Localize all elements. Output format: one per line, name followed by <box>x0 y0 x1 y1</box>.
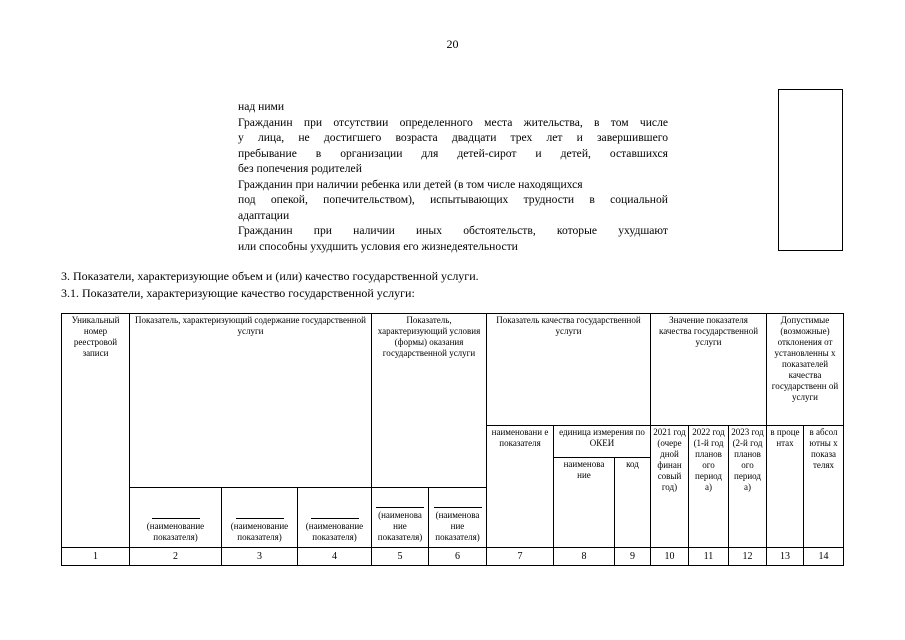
header-quality-indicator: Показатель качества государственной услуги <box>487 314 651 426</box>
subheader-content-2: (наименование показателя) <box>222 488 298 548</box>
header-absolute: в абсол ютны х показа телях <box>804 426 844 548</box>
header-year-2021: 2021 год (очере дной финан совый год) <box>651 426 689 548</box>
blank-line <box>434 507 482 508</box>
body-line: под опекой, попечительством), испытывающих трудности в социальной <box>238 193 668 206</box>
body-line: над ними <box>238 100 285 113</box>
subheader-content-3: (наименование показателя) <box>298 488 372 548</box>
blank-line <box>236 518 284 519</box>
body-line: или способны ухудшить условия его жизнедеятельности <box>238 239 518 253</box>
column-number: 10 <box>651 548 689 566</box>
page-number: 20 <box>446 37 459 51</box>
header-conditions-indicator: Показатель, характеризующий условия (формы) оказания государственной услуги <box>372 314 487 488</box>
header-unit-code: код <box>615 458 651 548</box>
subheader-content-1: (наименование показателя) <box>130 488 222 548</box>
body-line: пребывание в организации для детей-сирот и детей, оставшихся <box>238 146 668 160</box>
column-number: 12 <box>729 548 767 566</box>
column-number: 11 <box>689 548 729 566</box>
column-number: 1 <box>62 548 130 566</box>
column-number: 9 <box>615 548 651 566</box>
header-content-indicator: Показатель, характеризующий содержание государственной услуги <box>130 314 372 488</box>
body-line: Гражданин при отсутствии определенного места жительства, в том числе <box>238 115 668 129</box>
column-number: 8 <box>554 548 615 566</box>
body-line: Гражданин при наличии иных обстоятельств, которые ухудшают <box>238 224 668 237</box>
blank-line <box>376 507 424 508</box>
body-text <box>238 99 668 254</box>
header-unit-name: наименова ние <box>554 458 615 548</box>
subheader-condition-1: (наименова ние показателя) <box>372 488 429 548</box>
section-3-1-heading: 3.1. Показатели, характеризующие качество государственной услуги: <box>61 286 415 300</box>
blank-line <box>152 518 200 519</box>
quality-indicators-table <box>61 313 844 566</box>
header-percent: в проце нтах <box>767 426 804 548</box>
section-3-heading: 3. Показатели, характеризующие объем и (или) качество государственной услуги. <box>61 269 479 283</box>
column-number: 4 <box>298 548 372 566</box>
column-number: 13 <box>767 548 804 566</box>
column-number: 3 <box>222 548 298 566</box>
code-box <box>778 89 843 251</box>
header-indicator-value: Значение показателя качества государственной услуги <box>651 314 767 426</box>
column-number: 5 <box>372 548 429 566</box>
body-line: адаптации <box>238 208 290 222</box>
body-line: без попечения родителей <box>238 162 362 175</box>
header-year-2022: 2022 год (1-й год планов ого период а) <box>689 426 729 548</box>
column-number: 6 <box>429 548 487 566</box>
header-indicator-name: наименовани е показателя <box>487 426 554 548</box>
header-unit: единица измерения по ОКЕИ <box>554 426 651 458</box>
column-number: 14 <box>804 548 844 566</box>
column-number: 7 <box>487 548 554 566</box>
blank-line <box>311 518 359 519</box>
header-year-2023: 2023 год (2-й год планов ого период а) <box>729 426 767 548</box>
header-unique-number: Уникальный номер реестровой записи <box>62 314 130 548</box>
subheader-condition-2: (наименова ние показателя) <box>429 488 487 548</box>
header-allowed-deviation: Допустимые (возможные) отклонения от установленны х показателей качества государственн ой услуги <box>767 314 844 426</box>
body-line: у лица, не достигшего возраста двадцати трех лет и завершившего <box>238 131 668 144</box>
body-line: Гражданин при наличии ребенка или детей (в том числе находящихся <box>238 177 583 191</box>
column-number: 2 <box>130 548 222 566</box>
